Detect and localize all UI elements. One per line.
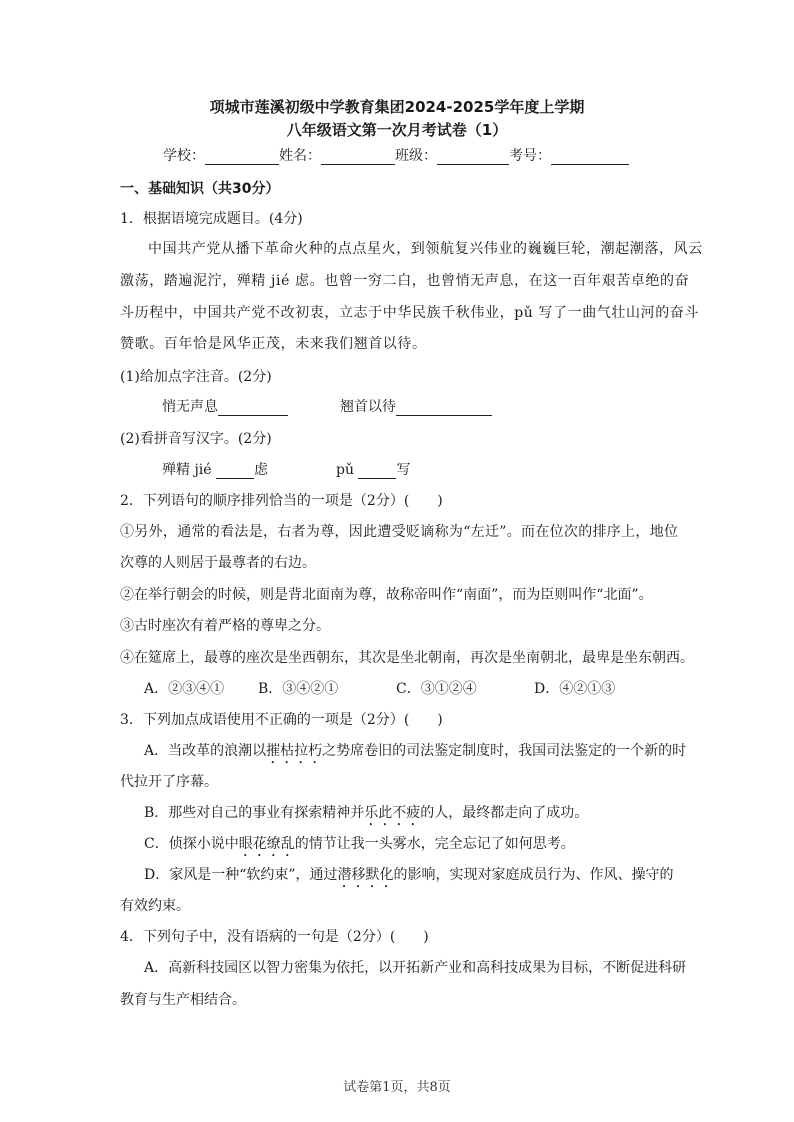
q1-sub1-b-text: 翘首以待 bbox=[340, 399, 396, 415]
q3-a-pre: A．当改革的浪潮以 bbox=[144, 743, 267, 759]
q1-sub2-a-pre: 殚精 jié bbox=[162, 462, 212, 478]
name-blank[interactable] bbox=[321, 150, 395, 165]
q3-option-a-line2: 代拉开了序幕。 bbox=[120, 774, 218, 790]
q2-option-b[interactable]: B．③④②① bbox=[258, 681, 339, 697]
q1-passage-line4: 赞歌。百年恰是风华正茂，未来我们翘首以待。 bbox=[120, 336, 427, 352]
q2-sentence1-line1: ①另外，通常的看法是，右者为尊，因此遭受贬谪称为“左迁”。而在位次的排序上，地位 bbox=[120, 524, 679, 540]
exam-title-line2: 八年级语文第一次月考试卷（1） bbox=[286, 121, 508, 139]
q1-sub2-a-blank[interactable] bbox=[216, 464, 254, 479]
q3-c-post: 的情节让我一头雾水，完全忘记了如何思考。 bbox=[294, 836, 575, 852]
q2-option-a[interactable]: A．②③④① bbox=[144, 681, 225, 697]
q1-sub1-a-text: 悄无声息 bbox=[162, 399, 218, 415]
q2-sentence2: ②在举行朝会的时候，则是背北面南为尊，故称帝叫作“南面”，而为臣则叫作“北面”。 bbox=[120, 587, 653, 603]
class-label: 班级： bbox=[395, 148, 437, 164]
q3-stem: 3．下列加点成语使用不正确的一项是（2分）( ) bbox=[120, 712, 443, 728]
number-label: 考号： bbox=[509, 148, 551, 164]
q3-option-a-line1[interactable] bbox=[144, 740, 686, 767]
exam-title-line1: 项城市莲溪初级中学教育集团2024-2025学年度上学期 bbox=[209, 98, 585, 116]
q3-a-post: 之势席卷旧的司法鉴定制度时，我国司法鉴定的一个新的时 bbox=[322, 743, 687, 759]
q3-d-idiom: 潜移默化 bbox=[337, 867, 394, 883]
q3-c-idiom: 眼花缭乱 bbox=[238, 836, 295, 852]
q1-sub2: (2)看拼音写汉字。(2分) bbox=[120, 431, 272, 447]
q2-stem: 2．下列语句的顺序排列恰当的一项是（2分）( ) bbox=[120, 493, 443, 509]
q1-sub2-b-blank[interactable] bbox=[358, 464, 396, 479]
q1-passage-line1: 中国共产党从播下革命火种的点点星火，到领航复兴伟业的巍巍巨轮，潮起潮落，风云 bbox=[148, 241, 703, 257]
q1-sub2-a-post: 虑 bbox=[254, 462, 269, 478]
q4-option-a-line1[interactable]: A．高新科技园区以智力密集为依托，以开拓新产业和高科技成果为目标，不断促进科研 bbox=[144, 960, 687, 976]
q3-option-b[interactable] bbox=[144, 802, 588, 829]
q1-stem: 1．根据语境完成题目。(4分) bbox=[120, 211, 303, 227]
q3-d-post: 的影响，实现对家庭成员行为、作风、操守的 bbox=[393, 867, 674, 883]
school-blank[interactable] bbox=[205, 150, 279, 165]
class-blank[interactable] bbox=[437, 150, 509, 165]
q1-sub1-item-a bbox=[162, 396, 288, 416]
name-label: 姓名： bbox=[279, 148, 321, 164]
q3-option-d-line1[interactable] bbox=[144, 864, 674, 891]
q2-sentence1-line2: 次尊的人则居于最尊者的右边。 bbox=[120, 555, 316, 571]
q1-sub2-item-b bbox=[336, 459, 410, 479]
q1-sub2-item-a bbox=[162, 459, 268, 479]
q3-b-idiom: 乐此不疲 bbox=[364, 805, 421, 821]
q1-sub1: (1)给加点字注音。(2分) bbox=[120, 369, 272, 385]
school-label: 学校： bbox=[163, 148, 205, 164]
q3-c-pre: C．侦探小说中 bbox=[144, 836, 239, 852]
page-footer: 试卷第1页，共8页 bbox=[343, 1080, 451, 1095]
q1-sub2-b-pre: pǔ bbox=[336, 462, 354, 478]
q3-option-d-line2: 有效约束。 bbox=[120, 898, 190, 914]
q4-option-a-line2: 教育与生产相结合。 bbox=[120, 992, 246, 1008]
q1-sub1-a-blank[interactable] bbox=[218, 401, 288, 416]
q3-a-idiom: 摧枯拉朽 bbox=[266, 743, 323, 759]
q3-option-c[interactable] bbox=[144, 833, 575, 860]
q1-passage-line3: 斗历程中，中国共产党不改初衷，立志于中华民族千秋伟业，pǔ 写了一曲气壮山河的奋斗 bbox=[120, 305, 700, 321]
q3-b-pre: B．那些对自己的事业有探索精神并 bbox=[144, 805, 365, 821]
q2-sentence4: ④在筵席上，最尊的座次是坐西朝东，其次是坐北朝南，再次是坐南朝北，最卑是坐东朝西。 bbox=[120, 650, 694, 666]
q4-stem: 4．下列句子中，没有语病的一句是（2分）( ) bbox=[120, 929, 429, 945]
q1-sub1-item-b bbox=[340, 396, 492, 416]
q3-b-post: 的人，最终都走向了成功。 bbox=[420, 805, 589, 821]
q1-sub2-b-post: 写 bbox=[396, 462, 411, 478]
q3-d-pre: D．家风是一种“软约束”，通过 bbox=[144, 867, 338, 883]
q1-passage-line2: 激荡，踏遍泥泞，殚精 jié 虑。也曾一穷二白，也曾悄无声息，在这一百年艰苦卓绝的奋 bbox=[120, 273, 690, 289]
number-blank[interactable] bbox=[551, 150, 629, 165]
section-heading: 一、基础知识（共30分） bbox=[120, 181, 280, 197]
q2-option-c[interactable]: C．③①②④ bbox=[396, 681, 477, 697]
q2-sentence3: ③古时座次有着严格的尊卑之分。 bbox=[120, 618, 330, 634]
q1-sub1-b-blank[interactable] bbox=[396, 401, 492, 416]
q2-option-d[interactable]: D．④②①③ bbox=[534, 681, 616, 697]
info-fields bbox=[163, 145, 629, 165]
